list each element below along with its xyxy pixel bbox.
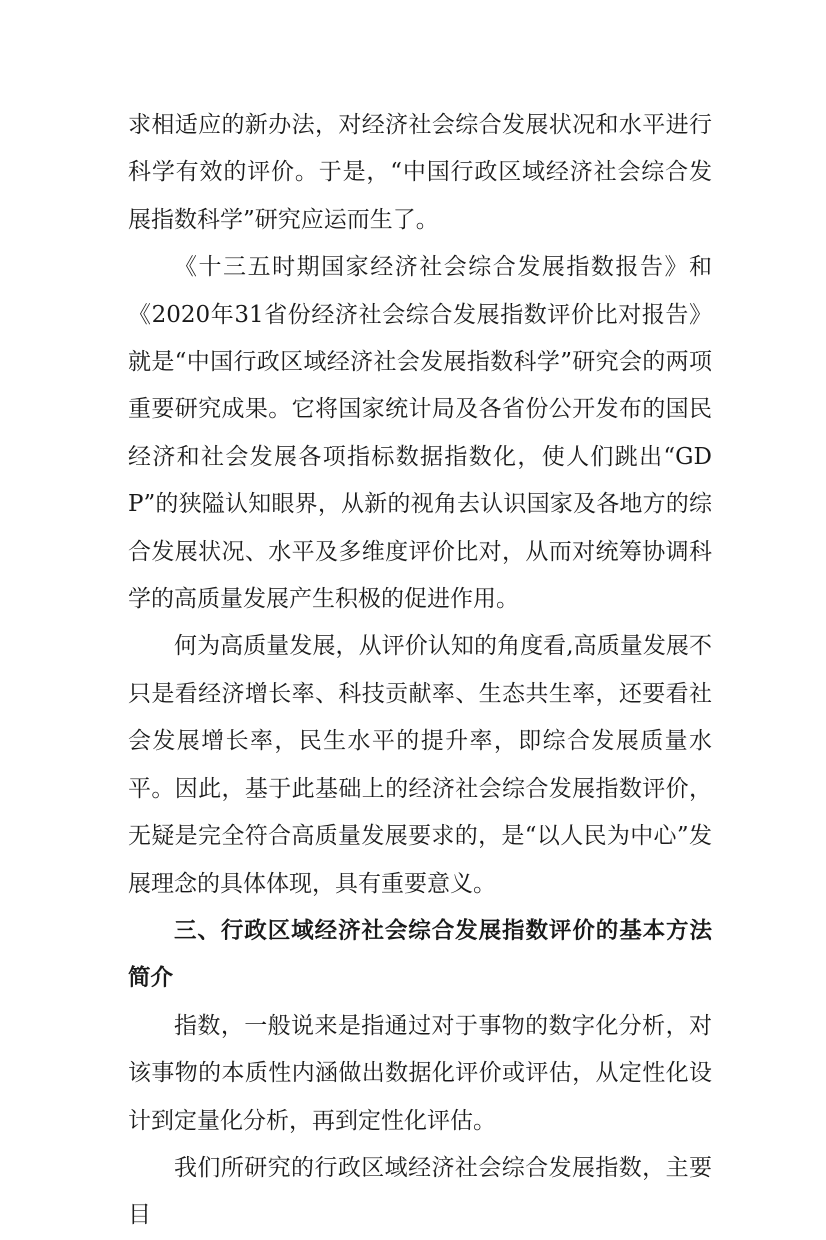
document-body [128,102,712,1240]
paragraph-index-definition: 指数，一般说来是指通过对于事物的数字化分析，对该事物的本质性内涵做出数据化评价或评估，从定性化设计到定量化分析，再到定性化评估。 [128,1012,712,1134]
paragraph-report-results: 《十三五时期国家经济社会综合发展指数报告》和《2020年31省份经济社会综合发展指数评价比对报告》就是“中国行政区域经济社会发展指数科学”研究会的两项重要研究成果。它将国家统计局及各省份公开发布的国民经济和社会发展各项指标数据指数化，使人们跳出“GDP”的狭隘认知眼界，从新的视角去认识国家及各地方的综合发展状况、水平及多维度评价比对，从而对统筹协调科学的高质量发展产生积极的促进作用。 [128,254,712,613]
paragraph-index-purpose: 我们所研究的行政区域经济社会综合发展指数，主要目 [128,1154,712,1229]
section-heading: 三、行政区域经济社会综合发展指数评价的基本方法简介 [128,917,712,992]
paragraph-continuation: 求相适应的新办法，对经济社会综合发展状况和水平进行科学有效的评价。于是，“中国行政区域经济社会综合发展指数科学”研究应运而生了。 [128,112,712,233]
paragraph-high-quality-development: 何为高质量发展，从评价认知的角度看,高质量发展不只是看经济增长率、科技贡献率、生态共生率，还要看社会发展增长率，民生水平的提升率，即综合发展质量水平。因此，基于此基础上的经济社会综合发展指数评价，无疑是完全符合高质量发展要求的，是“以人民为中心”发展理念的具体体现，具有重要意义。 [128,633,712,897]
